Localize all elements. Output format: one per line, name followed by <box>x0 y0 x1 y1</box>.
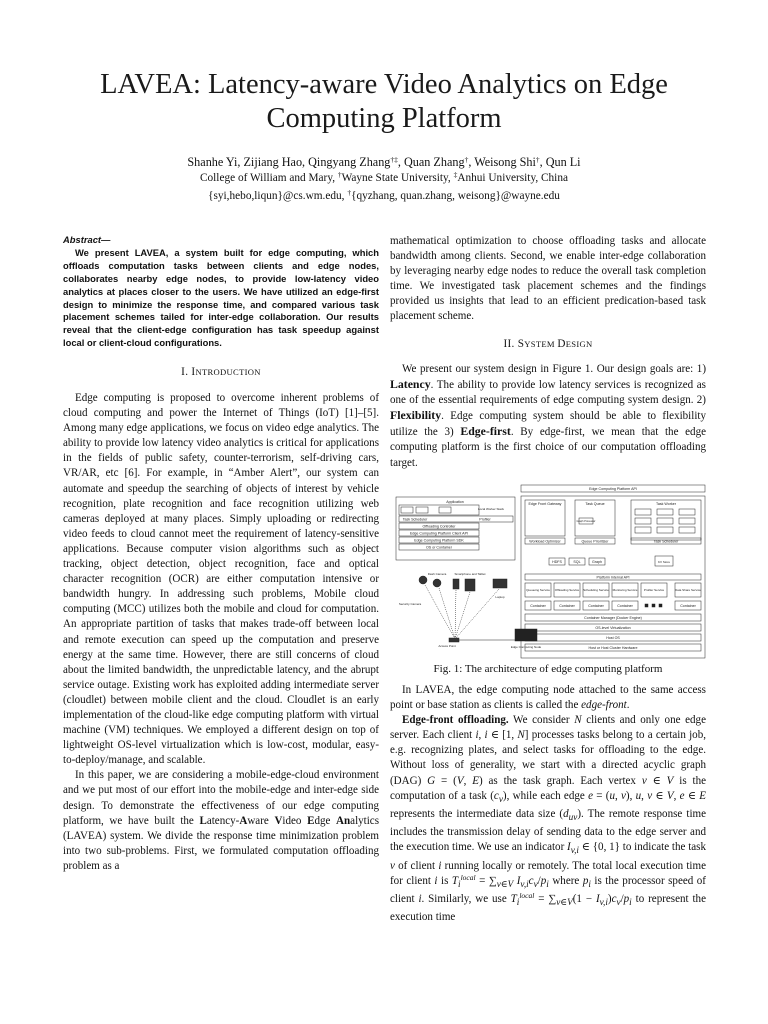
affiliation-text: Anhui University, China <box>457 172 568 184</box>
fig-ellipsis-dot <box>645 604 648 607</box>
title-line-2: Computing Platform <box>266 103 502 134</box>
abstract-lead: Abstract— <box>63 234 111 245</box>
fig-label: OS or Container <box>426 545 452 550</box>
fig-worker-cell <box>679 518 695 524</box>
text: to represent the execution time <box>390 893 706 924</box>
fig-label: Container <box>617 604 633 608</box>
fig-small-box <box>401 507 413 513</box>
fig-label: Task Worker <box>656 502 676 506</box>
text: is the processor speed of client <box>390 874 706 906</box>
abstract-body: We present LAVEA, a system built for edge computing, which offloads computation tasks between clients and edge nodes, collaborates nearby edge nodes, to provide low-latency video analytics at places closer to the users. We have utilized an edge-first design to minimize the response time, and compared various task placement schemes tailed for inter-edge collaboration. Our results reveal that the client-edge configuration has task speedup against local or client-cloud configurations. <box>63 246 379 349</box>
fig-label: Scheduling Service <box>583 588 609 592</box>
fig-link <box>455 589 499 639</box>
fig-worker-cell <box>657 509 673 515</box>
text: where <box>548 874 583 887</box>
author-sup: † <box>535 155 540 164</box>
affiliation-sup: † <box>337 170 342 179</box>
right-top-paragraph: mathematical optimization to choose offloading tasks and allocate bandwidth among clients. Second, we enable inter-edge collaboration by leveraging nearby edge nodes to reduce the overall task completion time. We investigated task placement schemes and the findings provided us insights that lead to an efficient predication-based task placement scheme. <box>390 235 706 323</box>
fig-label: Edge Computing Platform Client API <box>410 531 468 536</box>
fig-camera-device <box>419 576 427 584</box>
section-cap: S <box>517 338 525 350</box>
email-addresses <box>40 189 728 204</box>
fig-ellipsis-dot <box>652 604 655 607</box>
bold-letter: A <box>239 814 248 827</box>
text: We consider <box>508 714 575 727</box>
intro-p2-text: atency- <box>206 814 240 827</box>
fig-access-point <box>449 638 459 642</box>
architecture-figure <box>395 484 707 659</box>
right-column-lower <box>390 683 706 925</box>
fig-label: KV Store <box>657 559 671 564</box>
text: ). The remote response time includes the transmission delay of sending data to the edge server and the execution time. We use an indicator <box>390 807 707 854</box>
email-sup: † <box>347 188 352 197</box>
fig-worker-cell <box>635 509 651 515</box>
fig-label: Task Scheduler <box>402 517 428 522</box>
intro-p2-text: dge <box>314 814 337 827</box>
fig-worker-cell <box>679 527 695 533</box>
fig-worker-box <box>631 500 701 540</box>
affiliation-text: Wayne State University, <box>341 172 454 184</box>
section-number: I. <box>181 366 192 378</box>
author-text: Shanhe Yi, Zijiang Hao, Qingyang Zhang <box>187 155 391 169</box>
fig-label: Profiler <box>479 517 491 522</box>
intro-paragraph-2 <box>63 768 379 874</box>
fig-services <box>525 583 701 597</box>
author-sup: † <box>464 155 469 164</box>
fig-link <box>425 585 455 639</box>
fig-label: Platform Internal API <box>596 575 630 580</box>
fig-label: Host or Host Cluster Hardware <box>588 646 638 650</box>
abstract <box>63 234 379 350</box>
intro-p2-text: (LAVEA) system. We divide the response time minimization problem into two sub-problems. First, we formulated computation offloading problem as a <box>63 829 379 872</box>
fig-label: Dash Camera <box>427 572 447 576</box>
fig-label: Edge Computing Platform SDK <box>414 538 464 543</box>
fig-dash-camera-device <box>433 579 441 587</box>
fig-ellipsis-dot <box>659 604 662 607</box>
fig-link <box>439 588 455 639</box>
section-rest: YSTEM <box>524 339 558 349</box>
section-cap: I <box>191 366 196 378</box>
fig-label: Edge Front Gateway <box>528 502 562 506</box>
author-sup: †‡ <box>390 155 398 164</box>
fig-label: Container Manager (Docker Engine) <box>584 616 642 620</box>
sys-text: . Edge computing system should be able to flexibility utilize the 3) <box>390 410 706 439</box>
fig-label: Host OS <box>606 636 620 640</box>
fig-tablet-device <box>465 579 475 591</box>
section-cap: D <box>557 338 566 350</box>
text: represents the intermediate data size ( <box>390 807 564 820</box>
fig-small-box <box>416 507 428 513</box>
bold-letter: V <box>274 814 283 827</box>
fig-worker-cell <box>657 527 673 533</box>
fig-phone-device <box>453 579 459 589</box>
sys-bold: Edge-first <box>460 424 511 439</box>
bold-letter: L <box>199 814 207 827</box>
fig-label: Data Share Service <box>674 588 702 592</box>
section-heading-system-design <box>390 338 706 350</box>
sys-bold: Latency <box>390 377 431 392</box>
figure-caption: Fig. 1: The architecture of edge computing platform <box>433 663 663 675</box>
email-text: {syi,hebo,liqun}@cs.wm.edu, <box>208 190 348 202</box>
section-rest: NTRODUCTION <box>195 367 261 377</box>
system-paragraph-1 <box>390 362 706 471</box>
text: as the task graph. Each vertex <box>482 774 642 787</box>
fig-laptop-device <box>493 579 507 588</box>
fig-label: OS-level Virtualization <box>595 626 631 630</box>
text: is the computation of a task ( <box>390 774 707 802</box>
fig-label: Laptop <box>495 595 505 599</box>
lavea-paragraph <box>390 683 706 713</box>
fig-label: Offloading Service <box>554 588 580 592</box>
fig-link <box>455 592 470 639</box>
text: running locally or remotely. The total local execution time for client <box>390 859 706 887</box>
fig-label: Monitoring Service <box>612 588 638 592</box>
intro-p2-text: In this paper, we are considering a mobile-edge-cloud environment and we put most of our effort into the mobile-edge and inter-edge side design. To demonstrate the effectiveness of our edge computing platform, we have built the <box>63 769 379 827</box>
intro-p2-text: ideo <box>282 814 308 827</box>
bold-letter: E <box>307 814 315 827</box>
fig-label: Workload Optimizer <box>529 539 561 544</box>
fig-label: Container <box>559 604 575 608</box>
fig-label: SQL <box>573 559 581 564</box>
fig-label: Offloading Controller <box>422 524 456 529</box>
fig-label: Edge Computing Node <box>510 645 542 649</box>
fig-worker-cell <box>635 527 651 533</box>
fig-link <box>455 590 456 639</box>
intro-column <box>63 391 379 874</box>
fig-small-box <box>439 507 451 513</box>
intro-p2-text: alytics <box>350 814 380 827</box>
paper-title <box>40 68 728 136</box>
author-text: , Weisong Shi <box>468 155 536 169</box>
sys-text: . The ability to provide low latency services is recognized as one of the essential requirements of edge computing system design. 2) <box>390 379 706 407</box>
text: to indicate the task <box>619 841 706 854</box>
affiliations <box>40 171 728 186</box>
fig-label: Smartphone and Tablet <box>454 572 486 576</box>
text: ), while each edge <box>502 789 589 802</box>
fig-label: Task Scheduler <box>653 539 679 544</box>
author-list <box>40 154 728 170</box>
text: of client <box>394 859 439 872</box>
text: . <box>626 699 630 712</box>
fig-label: Queueing Service <box>526 588 550 592</box>
fig-label: Local Worker Stack <box>478 507 504 511</box>
intro-paragraph-1: Edge computing is proposed to overcome inherent problems of cloud computing and power the Internet of Things (IoT) [1]–[5]. Among many edge applications, we focus on video edge analytics. The ability to provide low latency video analytics is critical for applications in the fields of public safety, counter-terrorism, self-driving cars, VR/AR, etc [6]. For example, in “Amber Alert”, our system can automate and speedup the searching of objects of interest by vehicle recognition, plate recognition and face recognition utilizing web cameras deployed at many places. Simply uploading or redirecting video feeds to cloud cannot meet the requirement of latency-sensitive applications. Because computer vision algorithms such as object tracking, object detection, object recognition, face and optical character recognition (OCR) are either computation intensive or bandwidth hungry. In addressing such problems, Mobile cloud computing (MCC) utilizes both the mobile and cloud for computation. An appropriate partition of tasks that makes trade-off between local and remote execution can speed up the computation and preserve energy at the same time. However, there are still concerns of cloud about the limited bandwidth, the unpredictable latency, and the abrupt service outage. Existing work has exploited adding intermediate server (cloudlet) between mobile client and the cloud. Cloudlet is an early implementation of the cloud-like edge computing platform with virtual machine (VM) techniques. We employed a different design on top of lightweight OS-level virtualization which is low-cost, modular, easy-to-deploy/manage, and scalable. <box>63 392 379 767</box>
text: is <box>437 874 452 887</box>
text: processes tasks belong to a certain job, e.g. recognizing plates, and select tasks for offloading to the edge. Without loss of generality, we start with a directed acyclic graph (DAG) <box>390 729 706 787</box>
system-design-column <box>390 362 706 471</box>
fig-label: Queue Prioritizer <box>581 539 609 544</box>
fig-label: Access Point <box>438 644 456 648</box>
fig-label: Edge Computing Platform API <box>589 487 637 491</box>
affiliation-sup: ‡ <box>453 170 458 179</box>
fig-label: Graph Processor <box>576 520 596 523</box>
fig-label: Graph <box>592 559 602 564</box>
fig-label: Security Camera <box>398 602 422 606</box>
fig-label: Container <box>588 604 604 608</box>
fig-label: Task Queue <box>585 502 605 506</box>
fig-worker-cell <box>635 518 651 524</box>
paragraph-head: Edge-front offloading. <box>402 714 509 727</box>
fig-label: Container <box>530 604 546 608</box>
sys-text: . By edge-first, we mean that the edge computing platform is the first choice of our computation offloading target. <box>390 426 707 469</box>
section-rest: ESIGN <box>565 339 593 349</box>
affiliation-text: College of William and Mary, <box>199 172 338 184</box>
fig-worker-cell <box>679 509 695 515</box>
text: In LAVEA, the edge computing node attached to the same access point or base station as clients is called the <box>390 684 706 712</box>
author-text: , Quan Zhang <box>397 155 465 169</box>
emph-text: edge-front <box>581 699 627 712</box>
fig-label: HDFS <box>552 559 562 564</box>
text: clients and only one edge server. Each client <box>390 714 706 742</box>
title-line-1: LAVEA: Latency-aware Video Analytics on Edge <box>100 69 668 100</box>
right-column-top <box>390 234 706 325</box>
fig-worker-cell <box>657 518 673 524</box>
text: . Similarly, we use <box>421 893 511 906</box>
offloading-paragraph: Edge-front offloading. We consider N clients and only one edge server. Each client i, i ∈ [1, N] processes tasks belong to a certain job, e.g. recognizing plates, and select tasks for offloading to the edge. Without loss of generality, we start with a directed acyclic graph (DAG) G = (V, E) as the task graph. Each vertex v ∈ V is the computation of a task $(c_v)$, while each edge e = (u, v), u, v ∈ V, e ∈ E represents the intermediate data size $(d_{uv})$. The remote response time includes the transmission delay of sending data to the edge server and the execution time. We use an indicator $I_{v,i}$ ∈ {0, 1} to indicate the task v of client i running locally or remotely. The total local execution time for client i is $T_i^{local} = \sum_{v\in V}$ $I_{v,i}c_v/p_i$ where $p_i$ is the processor speed of client i. Similarly, we use $T_i^{local} = \sum_{v\in V}(1 - I_{v,i})c_v/p_i$ to represent the execution time <box>390 714 707 924</box>
intro-p2-text: ware <box>247 814 275 827</box>
section-number: II. <box>503 338 518 350</box>
fig-label: Application <box>446 500 464 504</box>
sys-bold: Flexibility <box>390 408 442 423</box>
bold-letter: An <box>336 814 351 827</box>
section-heading-introduction <box>63 366 379 378</box>
email-text: {qyzhang, quan.zhang, weisong}@wayne.edu <box>351 190 560 202</box>
fig-label: Container <box>680 604 696 608</box>
author-text: , Qun Li <box>539 155 581 169</box>
fig-label: Profiler Service <box>643 588 665 592</box>
sys-text: We present our system design in Figure 1. Our design goals are: 1) <box>402 363 706 375</box>
